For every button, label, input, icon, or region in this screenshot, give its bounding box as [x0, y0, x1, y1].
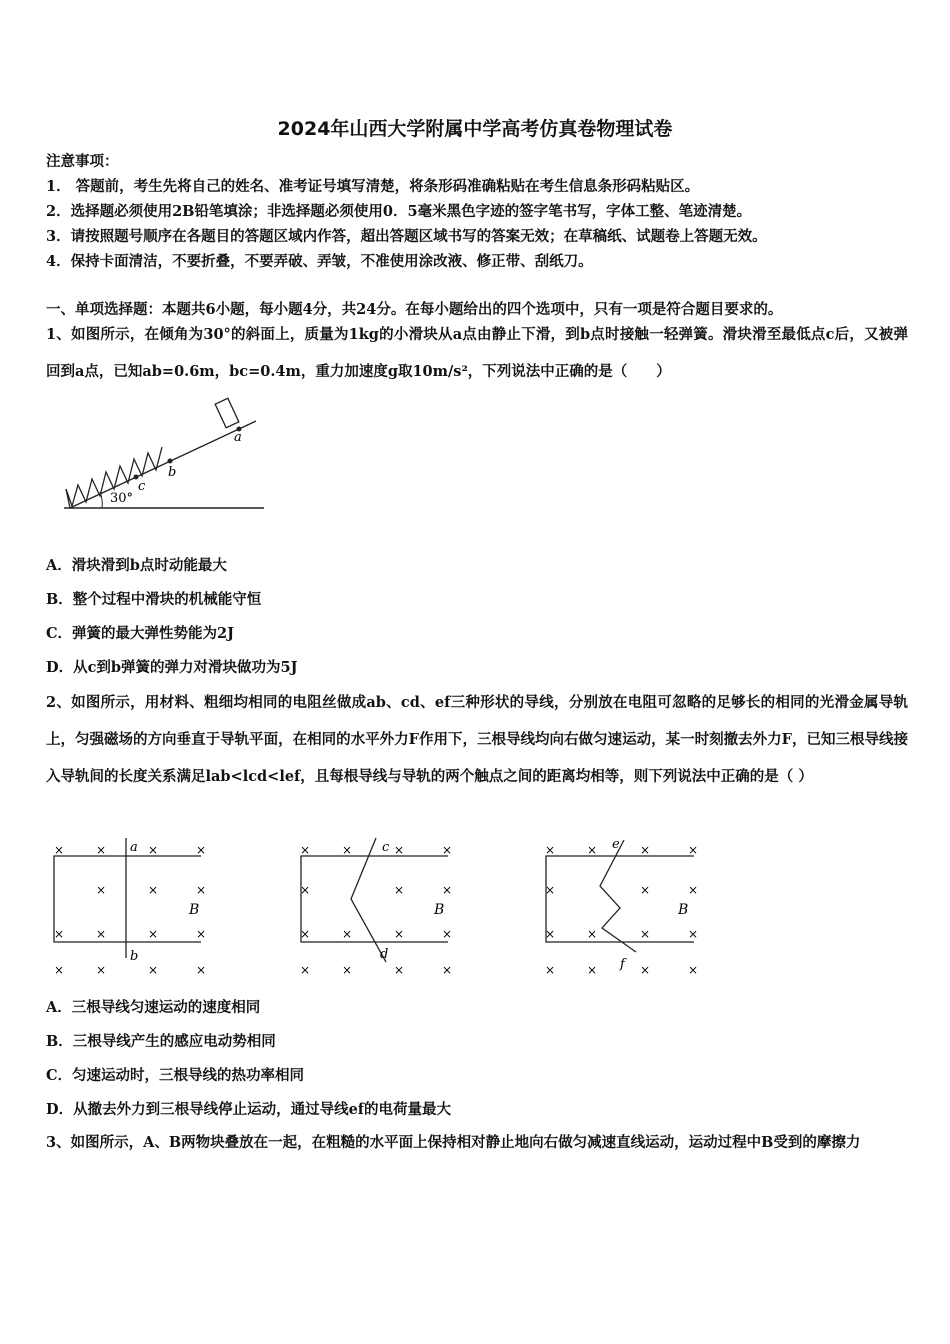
field-mark: × [545, 843, 556, 857]
field-mark: × [196, 963, 207, 977]
notice-item: 2．选择题必须使用2B铅笔填涂；非选择题必须使用0．5毫米黑色字迹的签字笔书写，字体工整、笔迹清楚。 [46, 203, 752, 220]
field-label-2: B [434, 902, 445, 918]
field-label-3: B [678, 902, 689, 918]
field-mark: × [545, 963, 556, 977]
field-mark: × [148, 963, 159, 977]
q1-option-d: D．从c到b弹簧的弹力对滑块做功为5J [46, 659, 298, 676]
notice-heading: 注意事项： [46, 153, 119, 170]
field-mark: × [342, 963, 353, 977]
question-2-stem: 2、如图所示，用材料、粗细均相同的电阻丝做成ab、cd、ef三种形状的导线，分别放在电阻可忽略的足够长的相同的光滑金属导轨上，匀强磁场的方向垂直于导轨平面，在相同的水平外力F作用下，三根导线均向右做匀速运动，某一时刻撤去外力F，已知三根导线接入导轨间的长度关系满足lab<lcd<lef，且每根导线与导轨的两个触点之间的距离均相等，则下列说法中正确的是（ ） [46, 694, 908, 785]
field-mark: × [196, 843, 207, 857]
field-mark: × [442, 963, 453, 977]
field-mark: × [688, 843, 699, 857]
field-mark: × [196, 883, 207, 897]
field-mark: × [442, 843, 453, 857]
field-mark: × [545, 927, 556, 941]
field-mark: × [688, 927, 699, 941]
field-mark: × [394, 843, 405, 857]
panel-ef [545, 837, 698, 977]
wire-cd-label-d: d [380, 947, 389, 962]
point-b-marker [168, 459, 173, 464]
field-mark: × [148, 843, 159, 857]
point-b-label: b [168, 465, 177, 480]
notice-item: 3．请按照题号顺序在各题目的答题区域内作答，超出答题区域书写的答案无效；在草稿纸、试题卷上答题无效。 [46, 228, 767, 245]
panel-ab [54, 838, 206, 977]
wire-ab-label-a: a [130, 840, 138, 855]
notice-item: 1． 答题前，考生先将自己的姓名、准考证号填写清楚，将条形码准确粘贴在考生信息条形码粘贴区。 [46, 178, 700, 195]
field-mark: × [587, 843, 598, 857]
field-mark: × [300, 927, 311, 941]
field-label-1: B [189, 902, 200, 918]
q1-option-b: B．整个过程中滑块的机械能守恒 [46, 591, 262, 608]
field-mark: × [640, 883, 651, 897]
wire-ab-label-b: b [130, 949, 139, 964]
field-mark: × [300, 883, 311, 897]
section-heading: 一、单项选择题：本题共6小题，每小题4分，共24分。在每小题给出的四个选项中，只有一项是符合题目要求的。 [46, 301, 783, 318]
point-c-label: c [138, 479, 146, 494]
field-mark: × [640, 963, 651, 977]
field-mark: × [96, 927, 107, 941]
rail-wires-figure [46, 834, 706, 980]
panel-cd [300, 838, 452, 977]
field-mark: × [545, 883, 556, 897]
wire-ef-label-e: e [612, 837, 620, 852]
field-mark: × [300, 963, 311, 977]
notice-item: 4．保持卡面清洁，不要折叠，不要弄破、弄皱，不准使用涂改液、修正带、刮纸刀。 [46, 253, 593, 270]
incline-spring-figure [56, 392, 276, 514]
field-mark: × [196, 927, 207, 941]
q2-option-d: D．从撤去外力到三根导线停止运动，通过导线ef的电荷量最大 [46, 1101, 452, 1118]
field-mark: × [394, 883, 405, 897]
question-3-stem: 3、如图所示，A、B两物块叠放在一起，在粗糙的水平面上保持相对静止地向右做匀减速直线运动，运动过程中B受到的摩擦力 [46, 1134, 861, 1151]
field-mark: × [148, 927, 159, 941]
field-mark: × [688, 963, 699, 977]
field-mark: × [442, 883, 453, 897]
q1-option-c: C．弹簧的最大弹性势能为2J [46, 625, 234, 642]
q2-option-b: B．三根导线产生的感应电动势相同 [46, 1033, 276, 1050]
field-mark: × [54, 843, 65, 857]
field-mark: × [148, 883, 159, 897]
field-mark: × [394, 963, 405, 977]
field-mark: × [587, 927, 598, 941]
field-mark: × [640, 927, 651, 941]
wire-ef-label-f: f [620, 957, 625, 972]
field-mark: × [688, 883, 699, 897]
field-mark: × [300, 843, 311, 857]
angle-label: 30° [110, 491, 134, 506]
field-mark: × [96, 883, 107, 897]
field-mark: × [640, 843, 651, 857]
field-mark: × [342, 927, 353, 941]
field-mark: × [442, 927, 453, 941]
field-mark: × [394, 927, 405, 941]
field-mark: × [96, 963, 107, 977]
question-1-stem: 1、如图所示，在倾角为30°的斜面上，质量为1kg的小滑块从a点由静止下滑，到b点时接触一轻弹簧。滑块滑至最低点c后，又被弹回到a点，已知ab=0.6m，bc=0.4m，重力加速度g取10m/s²，下列说法中正确的是（ ） [46, 326, 908, 380]
q2-option-a: A．三根导线匀速运动的速度相同 [46, 999, 261, 1016]
field-mark: × [54, 927, 65, 941]
field-mark: × [96, 843, 107, 857]
field-mark: × [342, 843, 353, 857]
page-title: 2024年山西大学附属中学高考仿真卷物理试卷 [277, 118, 673, 140]
field-marks-2 [300, 843, 452, 977]
q1-option-a: A．滑块滑到b点时动能最大 [46, 557, 227, 574]
point-a-label: a [234, 430, 242, 445]
q2-option-c: C．匀速运动时，三根导线的热功率相同 [46, 1067, 305, 1084]
field-mark: × [54, 963, 65, 977]
wire-cd-label-c: c [382, 840, 390, 855]
field-mark: × [587, 963, 598, 977]
